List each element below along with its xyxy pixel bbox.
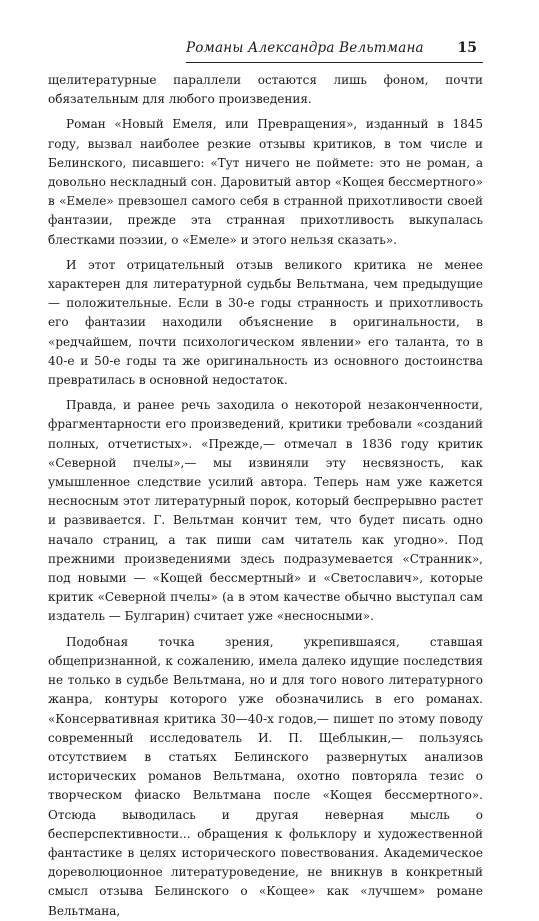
page-number: 15 [457, 40, 477, 56]
paragraph: Роман «Новый Емеля, или Превращения», изданный в 1845 году, вызвал наиболее резкие отзывы критиков, в том числе и Белинского, писавшего: «Тут ничего не поймете: это не роман, а довольно нескладный сон. Даровитый автор «Кощея бессмертного» в «Емеле» превзошел самого себя в странной прихотливости своей фантазии, прежде эта странная прихотливость выкупалась блестками поэзии, о «Емеле» и этого нельзя сказать». [48, 117, 483, 247]
running-title: Романы Александра Вельтмана [186, 40, 424, 56]
paragraph: Правда, и ранее речь заходила о некоторой незаконченности, фрагментарности его произведений, критики требовали «созданий полных, отчетистых». «Прежде,— отмечал в 1836 году критик «Северной пчелы»,— мы извиняли эту несвязность, как умышленное следствие усилий автора. Теперь нам уже кажется несносным этот литературный порок, который беспрерывно растет и развивается. Г. Вельтман кончит тем, что будет писать одно начало страниц, а так пиши сам читатель как угодно». Под прежними произведениями здесь подразумевается «Странник», под новыми — «Кощей бессмертный» и «Светославич», которые критик «Северной пчелы» (а в этом качестве обычно выступал сам издатель — Булгарин) считает уже «несносными». [48, 398, 483, 624]
paragraph: И этот отрицательный отзыв великого критика не менее характерен для литературной судьбы Вельтмана, чем предыдущие — положительные. Если в 30-е годы странность и прихотливость его фантазии находили объяснение в оригинальности, в «редчайшем, почти психологическом явлении» его таланта, то в 40-е и 50-е годы та же оригинальность из основного достоинства превратилась в основной недостаток. [48, 257, 483, 388]
paragraph-continuation: щелитературные параллели остаются лишь фоном, почти обязательным для любого произведения. [48, 73, 483, 107]
running-header [186, 40, 483, 63]
body-text [48, 71, 483, 921]
paragraph: Подобная точка зрения, укрепившаяся, ставшая общепризнанной, к сожалению, имела далеко идущие последствия не только в судьбе Вельтмана, но и для того нового литературного жанра, контуры которого уже обозначились в его романах. «Консервативная критика 30—40-х годов,— пишет по этому поводу современный исследователь И. П. Щеблыкин,— пользуясь отсутствием в статьях Белинского развернутых анализов исторических романов Вельтмана, охотно повторяла тезис о творческом фиаско Вельтмана после «Кощея бессмертного». Отсюда выводилась и другая неверная мысль о бесперспективности... обращения к фольклору и художественной фантастике в целях исторического повествования. Академическое дореволюционное литературоведение, не вникнув в конкретный смысл отзыва Белинского о «Кощее» как «лучшем» романе Вельтмана, [48, 634, 483, 918]
